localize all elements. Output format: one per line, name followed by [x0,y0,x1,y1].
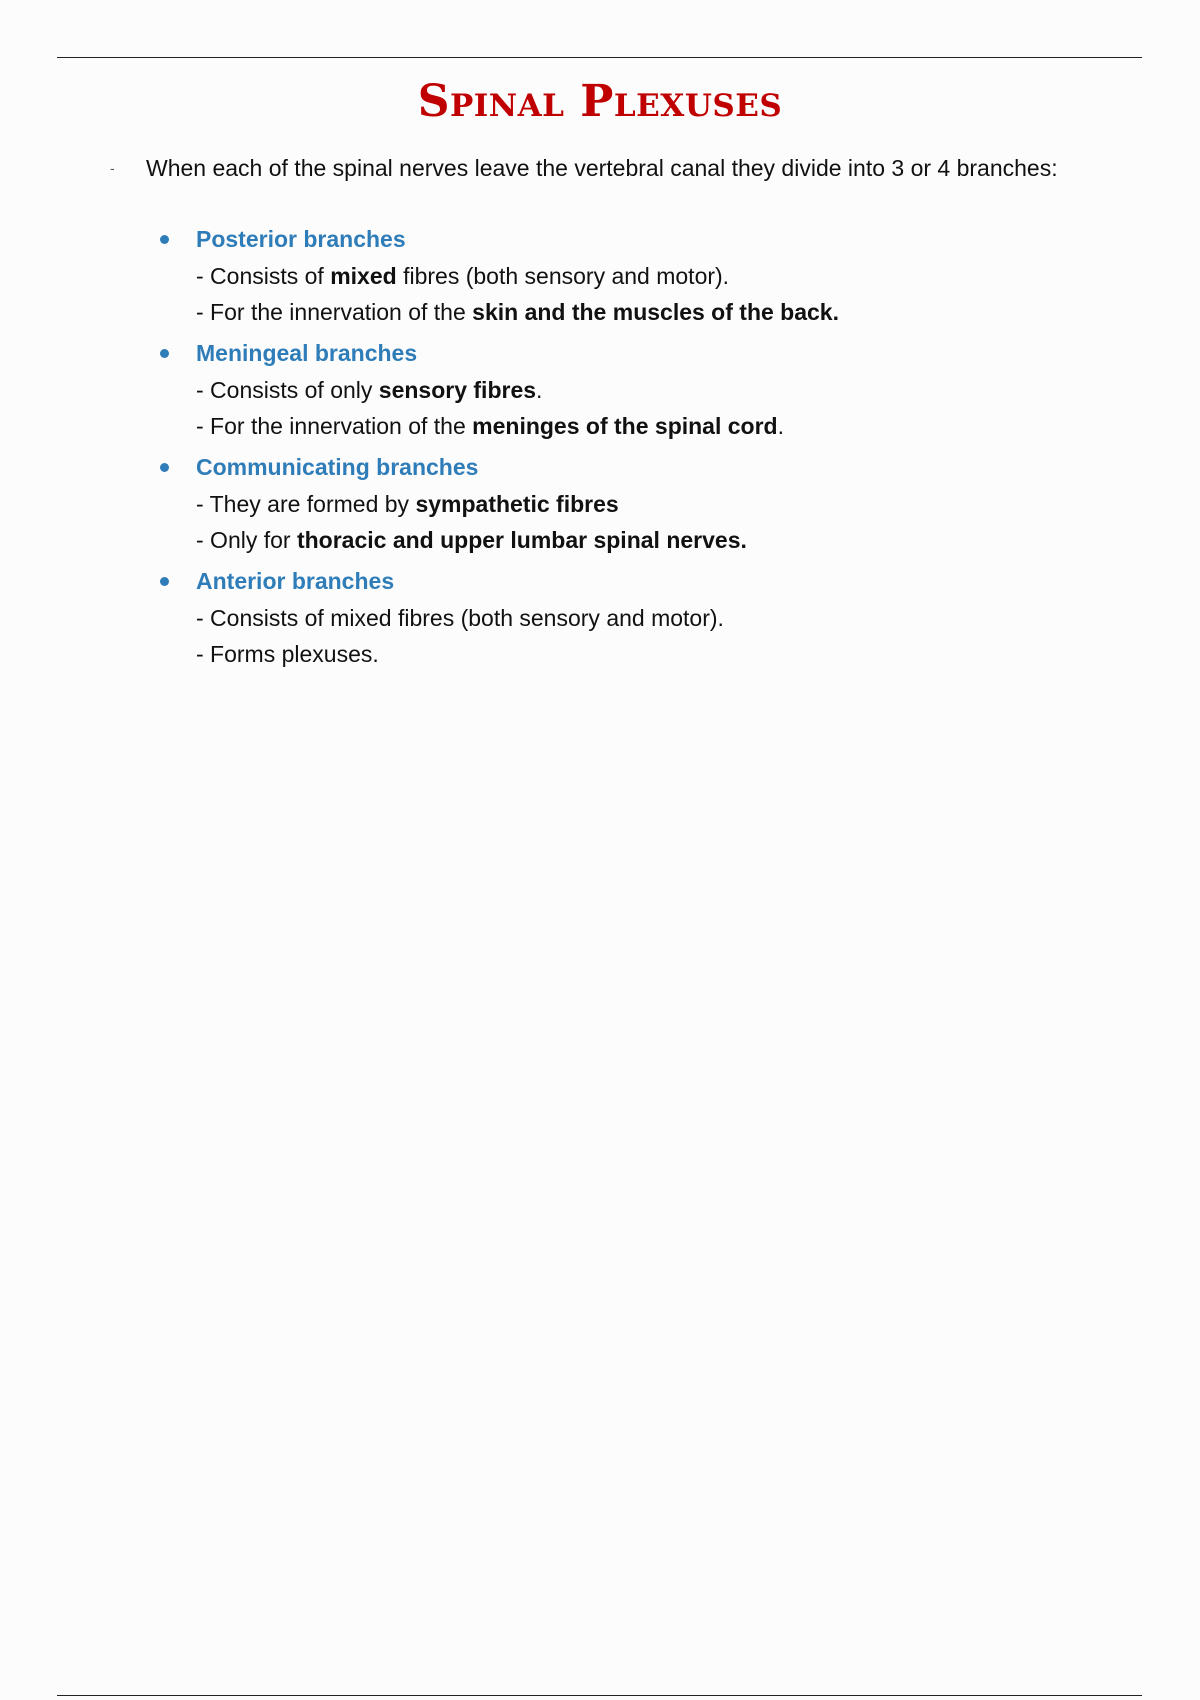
branch-meningeal [158,334,1098,444]
detail-text: - For the innervation of the [196,299,473,325]
branch-heading-label: Anterior branches [196,568,395,594]
detail-bold: mixed [330,263,397,289]
bullet-icon [160,463,169,472]
detail-text: fibres (both sensory and motor). [396,263,730,289]
branch-heading [158,334,1098,372]
branch-heading [158,448,1098,486]
intro-dash: - [110,160,115,176]
top-rule [57,57,1142,58]
detail-text: . [777,413,784,439]
branch-detail-line [196,636,1098,672]
detail-text: - They are formed by [196,491,416,517]
intro-text: When each of the spinal nerves leave the vertebral canal they divide into 3 or 4 branches: [146,155,1058,181]
page-title: Spinal Plexuses [417,76,783,127]
intro-paragraph [110,150,1060,186]
detail-bold: sensory fibres [378,377,537,403]
detail-text: - For the innervation of the [196,413,473,439]
bottom-rule [57,1695,1142,1696]
branch-detail-line [196,408,1098,444]
branch-heading-label: Meningeal branches [196,340,418,366]
detail-text: - Forms plexuses. [196,641,379,667]
branch-detail-line [196,258,1098,294]
detail-text: - Consists of [196,263,331,289]
branch-anterior [158,562,1098,672]
detail-bold: sympathetic fibres [415,491,619,517]
branch-detail-line [196,486,1098,522]
branch-heading [158,562,1098,600]
detail-bold: thoracic and upper lumbar spinal nerves. [296,527,747,553]
detail-text: - Only for [196,527,297,553]
bullet-icon [160,235,169,244]
detail-bold: meninges of the spinal cord [472,413,778,439]
branch-heading-label: Posterior branches [196,226,406,252]
branch-heading [158,220,1098,258]
bullet-icon [160,349,169,358]
branch-detail-line [196,522,1098,558]
branch-heading-label: Communicating branches [196,454,479,480]
branch-detail-line [196,372,1098,408]
branch-posterior [158,220,1098,330]
detail-text: . [536,377,543,403]
branch-list [158,220,1098,676]
bullet-icon [160,577,169,586]
branch-communicating [158,448,1098,558]
branch-detail-line [196,600,1098,636]
detail-text: - Consists of mixed fibres (both sensory and motor). [196,605,724,631]
branch-detail-line [196,294,1098,330]
detail-text: - Consists of only [196,377,379,403]
detail-bold: skin and the muscles of the back. [472,299,839,325]
